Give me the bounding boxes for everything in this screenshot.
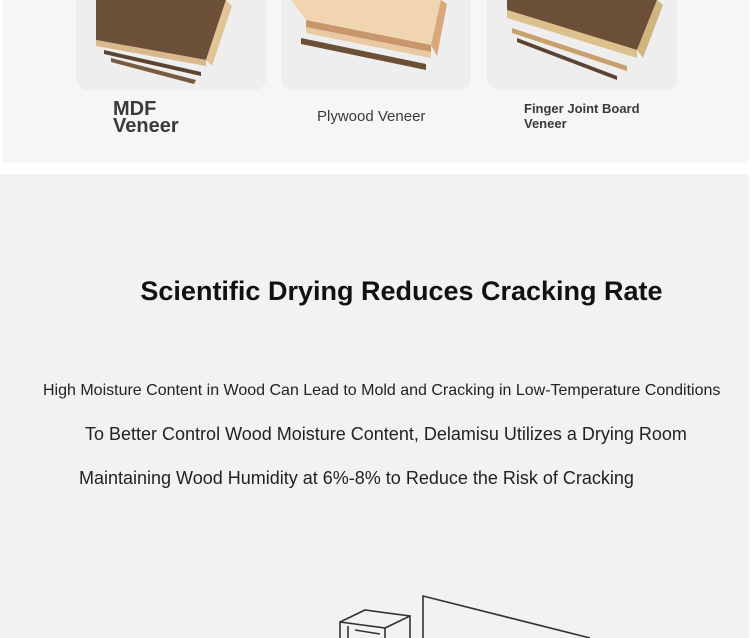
drying-room-illustration [320,592,620,638]
drying-section [0,174,749,638]
mdf-veneer-image[interactable] [76,0,266,90]
plywood-veneer-caption: Plywood Veneer [317,108,426,125]
description-line-3: Maintaining Wood Humidity at 6%-8% to Reduce the Risk of Cracking [79,468,634,488]
description-line-1: High Moisture Content in Wood Can Lead to Mold and Cracking in Low-Temperature Conditions [43,382,721,399]
finger-joint-veneer-image[interactable] [487,0,677,90]
section-title: Scientific Drying Reduces Cracking Rate [140,276,663,306]
mdf-veneer-caption: MDF Veneer [113,98,179,137]
finger-joint-veneer-caption: Finger Joint Board Veneer [524,101,640,131]
plywood-veneer-image[interactable] [281,0,471,90]
description-line-2: To Better Control Wood Moisture Content, Delamisu Utilizes a Drying Room [85,424,687,444]
